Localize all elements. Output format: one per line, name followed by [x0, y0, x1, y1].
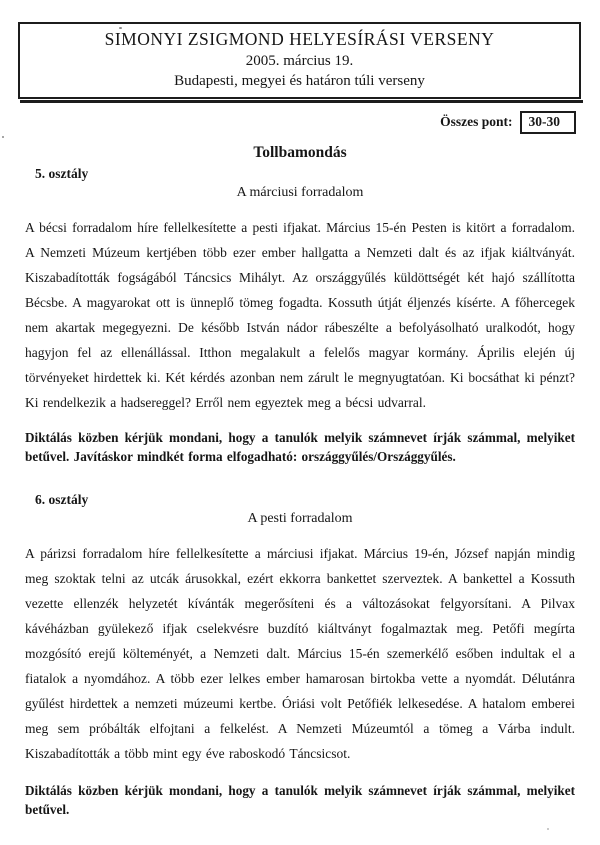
competition-subtitle: Budapesti, megyei és határon túli verseny — [174, 73, 425, 89]
grade-6-label: 6. osztály — [35, 492, 89, 507]
grade-6-instruction-note: Diktálás közben kérjük mondani, hogy a tanulók melyik számnevet írják számmal, melyiket betűvel. — [25, 783, 575, 817]
grade-6-dictation-title: A pesti forradalom — [247, 511, 353, 526]
document-title: Tollbamondás — [253, 144, 347, 161]
grade-5-label: 5. osztály — [35, 166, 89, 181]
total-score-value: 30-30 — [528, 113, 560, 129]
grade-6-section — [0, 492, 600, 819]
grade-5-dictation-text: A bécsi forradalom híre fellelkesítette a pesti ifjakat. Március 15-én Pesten is kitört a forradalom. A Nemzeti Múzeum kertjében több ezer ember hallgatta a Nemzeti dalt és az ifjak kiáltványát. Kiszabadították fogságából Táncsics Mihályt. Az országgyűlés küldöttségét két hajó szállította Bécsbe. A magyarokat ott is ünneplő tömeg fogadta. Kossuth útját éljenzés kísérte. A főhercegek nem akartak megegyezni. De később István nádor rábeszélte a befolyásolható uralkodót, hogy hagyjon fel az ellenállással. Itthon megalakult a felelős magyar kormány. Április elején új törvényeket hirdettek ki. Két kérdés azonban nem zárult le megnyugtatóan. Ki bocsáthat ki pénzt? Ki rendelkezik a hadsereggel? Erről nem egyeztek meg a bécsi udvarral. — [25, 220, 575, 410]
competition-date: 2005. március 19. — [245, 53, 354, 69]
scanned-document-page — [0, 22, 600, 845]
total-score-row — [0, 110, 600, 134]
grade-6-dictation-text: A párizsi forradalom híre fellelkesítette a márciusi ifjakat. Március 19-én, József napján mindig meg szoktak telni az utcák árusokkal, ezért ekkorra bankettet szerveztek. A bankettel a Kossuth vezette ellenzék helyzetét kívánták megerősíteni és a változásokat felgyorsítani. A Pilvax kávéházban gyülekező ifjak cselekvésre buzdító kiáltványt fogalmaztak meg. Petőfi megírta mozgósító erejű költeményét, a Nemzeti dalt. Március 15-én szemerkélő esőben indultak el a fiatalok a nyomdához. A több ezer lelkes ember hamarosan birtokba vette a nyomdát. Délutánra gyűlést hirdettek a nemzeti múzeumi kertbe. Óriási volt Petőfiék lelkesedése. A hatalom emberei meg sem próbálták elfojtani a felkelést. A Nemzeti Múzeumtól a tömeg a Várba indult. Kiszabadították a több mint egy éve raboskodó Táncsicsot. — [25, 546, 575, 761]
grade-5-dictation-title: A márciusi forradalom — [236, 185, 364, 200]
grade-5-section — [0, 166, 600, 466]
competition-header-box — [18, 22, 581, 99]
scan-artifact — [547, 828, 549, 830]
total-score-label: Összes pont: — [440, 114, 513, 129]
header-divider-rule — [20, 100, 583, 103]
scan-artifact — [119, 27, 122, 29]
scan-artifact — [2, 136, 4, 138]
grade-5-instruction-note: Diktálás közben kérjük mondani, hogy a tanulók melyik számnevet írják számmal, melyiket betűvel. Javításkor mindkét forma elfogadható: országgyűlés/Országgyűlés. — [25, 430, 575, 464]
competition-title: SIMONYI ZSIGMOND HELYESÍRÁSI VERSENY — [104, 29, 495, 49]
total-score-value-box — [520, 111, 577, 134]
